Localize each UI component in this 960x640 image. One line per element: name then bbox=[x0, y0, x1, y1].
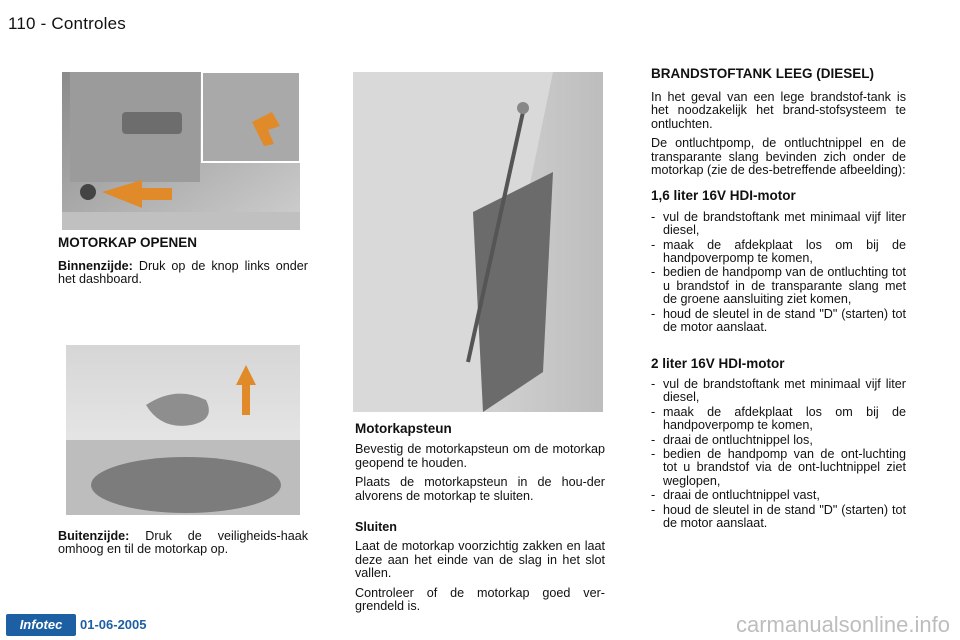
list-item: - vul de brandstoftank met minimaal vijf liter diesel, bbox=[651, 378, 906, 405]
closing-subheading: Sluiten bbox=[355, 520, 397, 535]
list-item: - vul de brandstoftank met minimaal vijf liter diesel, bbox=[651, 211, 906, 238]
infotec-badge: Infotec bbox=[6, 614, 76, 636]
steps-list-1-6 bbox=[651, 211, 906, 335]
outside-text: Druk de veiligheids-haak omhoog en til de motorkap op. bbox=[58, 529, 308, 557]
list-item: - bedien de handpomp van de ontluchting tot u brandstof in de transparante slang met de groene aansluiting ziet komen, bbox=[651, 266, 906, 306]
steps-list-2-0 bbox=[651, 378, 906, 530]
hood-stay-paragraph-1: Bevestig de motorkapsteun om de motorkap geopend te houden. bbox=[355, 442, 605, 470]
hood-stay-paragraph-2: Plaats de motorkapsteun in de hou-der alvorens de motorkap te sluiten. bbox=[355, 475, 605, 503]
watermark: carmanualsonline.info bbox=[735, 612, 950, 637]
outside-label: Buitenzijde: bbox=[58, 529, 130, 543]
list-item: - draai de ontluchtnippel los, bbox=[651, 434, 906, 447]
empty-tank-paragraph-1: In het geval van een lege brandstof-tank is het noodzakelijk het brand-stofsysteem te ontluchten. bbox=[651, 90, 906, 131]
page-title: 110 - Controles bbox=[8, 14, 126, 33]
figure-interior-release bbox=[62, 72, 300, 230]
list-item: - houd de sleutel in de stand "D" (starten) tot de motor aanslaat. bbox=[651, 308, 906, 335]
list-item: - maak de afdekplaat los om bij de handpoverpomp te komen, bbox=[651, 406, 906, 433]
closing-paragraph-2: Controleer of de motorkap goed ver-grendeld is. bbox=[355, 585, 605, 614]
list-item: - houd de sleutel in de stand "D" (starten) tot de motor aanslaat. bbox=[651, 504, 906, 531]
figure-exterior-latch bbox=[66, 345, 300, 515]
section-heading-empty-tank: BRANDSTOFTANK LEEG (DIESEL) bbox=[651, 66, 875, 81]
footer-date: 01-06-2005 bbox=[80, 617, 147, 632]
empty-tank-paragraph-2: De ontluchtpomp, de ontluchtnippel en de transparante slang bevinden zich onder de motorkap (zie de des-betreffende afbeelding): bbox=[651, 136, 906, 178]
section-title-1-6: 1,6 liter 16V HDI-motor bbox=[651, 188, 796, 204]
list-item: - bedien de handpomp van de ont-luchting tot u brandstof via de ont-luchtnippel ziet weglopen, bbox=[651, 448, 906, 488]
closing-paragraph-1: Laat de motorkap voorzichtig zakken en laat deze aan het einde van de slag in het slot vallen. bbox=[355, 539, 605, 581]
list-item: - draai de ontluchtnippel vast, bbox=[651, 489, 906, 502]
section-heading-hood-stay: Motorkapsteun bbox=[355, 421, 452, 436]
section-title-2-0: 2 liter 16V HDI-motor bbox=[651, 355, 785, 371]
section-heading-hood-open: MOTORKAP OPENEN bbox=[58, 235, 198, 250]
inside-text: Druk op de knop links onder het dashboard. bbox=[58, 259, 308, 287]
list-item: - maak de afdekplaat los om bij de handpoverpomp te komen, bbox=[651, 239, 906, 266]
figure-hood-stay bbox=[353, 72, 603, 412]
inside-label: Binnenzijde: bbox=[58, 259, 133, 273]
